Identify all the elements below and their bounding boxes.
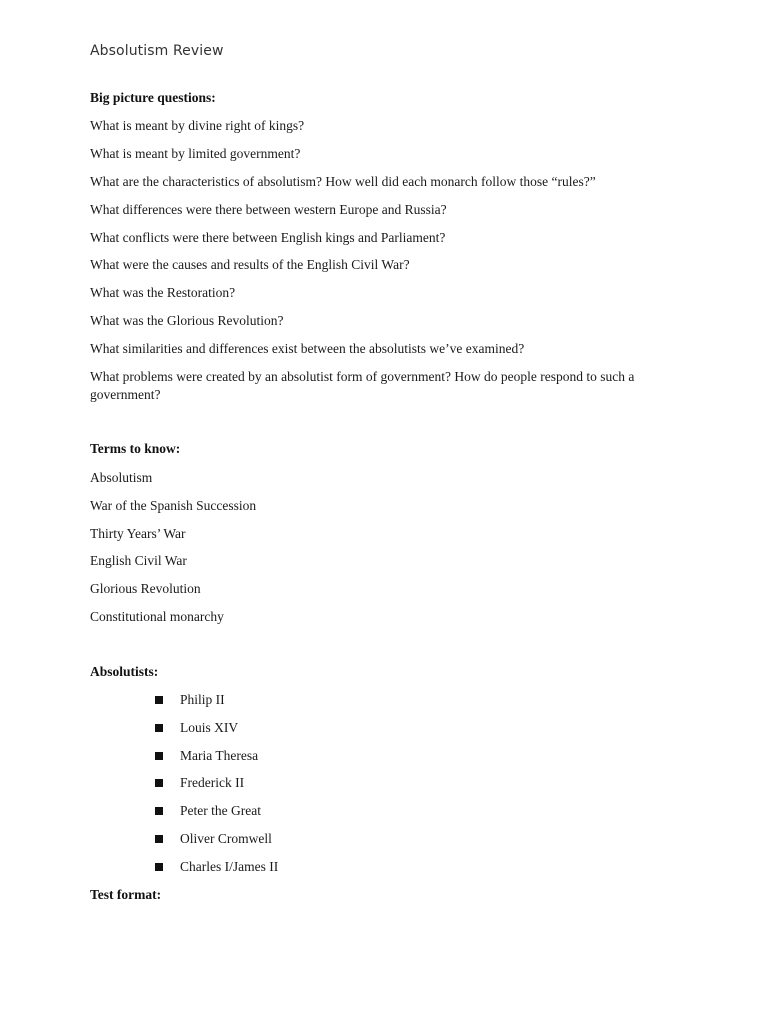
question-item: What problems were created by an absolutist form of government? How do people respond to such a government? bbox=[90, 369, 635, 402]
absolutist-name: Oliver Cromwell bbox=[180, 831, 272, 846]
question-item: What were the causes and results of the English Civil War? bbox=[90, 257, 410, 272]
square-bullet-icon bbox=[155, 724, 163, 732]
big-picture-heading: Big picture questions: bbox=[90, 90, 216, 105]
terms-heading: Terms to know: bbox=[90, 441, 181, 456]
square-bullet-icon bbox=[155, 779, 163, 787]
square-bullet-icon bbox=[155, 752, 163, 760]
absolutist-name: Peter the Great bbox=[180, 803, 261, 818]
question-item: What are the characteristics of absolutism? How well did each monarch follow those “rules?” bbox=[90, 174, 596, 189]
square-bullet-icon bbox=[155, 807, 163, 815]
absolutist-name: Charles I/James II bbox=[180, 859, 279, 874]
square-bullet-icon bbox=[155, 863, 163, 871]
term-item: War of the Spanish Succession bbox=[90, 498, 257, 513]
square-bullet-icon bbox=[155, 696, 163, 704]
test-format-heading: Test format: bbox=[90, 887, 162, 902]
question-item: What is meant by limited government? bbox=[90, 146, 301, 161]
absolutists-heading: Absolutists: bbox=[90, 664, 159, 679]
term-item: Glorious Revolution bbox=[90, 581, 201, 596]
square-bullet-icon bbox=[155, 835, 163, 843]
question-item: What is meant by divine right of kings? bbox=[90, 118, 305, 133]
question-item: What was the Glorious Revolution? bbox=[90, 313, 284, 328]
question-item: What was the Restoration? bbox=[90, 285, 236, 300]
term-item: Absolutism bbox=[90, 470, 153, 485]
question-item: What differences were there between western Europe and Russia? bbox=[90, 202, 447, 217]
term-item: Constitutional monarchy bbox=[90, 609, 224, 624]
absolutist-name: Louis XIV bbox=[180, 720, 239, 735]
question-item: What conflicts were there between English kings and Parliament? bbox=[90, 230, 446, 245]
absolutist-name: Philip II bbox=[180, 692, 225, 707]
term-item: English Civil War bbox=[90, 553, 187, 568]
term-item: Thirty Years’ War bbox=[90, 526, 186, 541]
question-item: What similarities and differences exist between the absolutists we’ve examined? bbox=[90, 341, 525, 356]
absolutist-name: Maria Theresa bbox=[180, 748, 259, 763]
document-title: Absolutism Review bbox=[90, 43, 224, 59]
absolutist-name: Frederick II bbox=[180, 775, 245, 790]
